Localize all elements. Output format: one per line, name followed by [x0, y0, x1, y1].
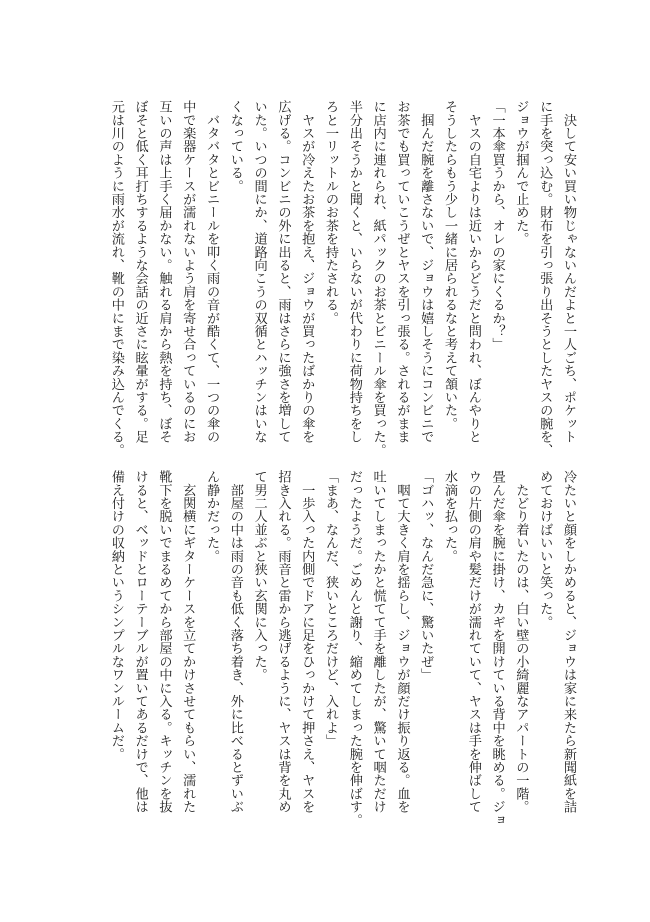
text-column: 備え付けの収納というシンプルなワンルームだ。: [108, 470, 124, 761]
text-column: 靴下を脱いでまるめてから部屋の中に入る。キッチンを抜: [156, 470, 172, 814]
text-column: 決して安い買い物じゃないんだよと一人ごち、ポケット: [561, 100, 576, 444]
text-column: 玄関横にギターケースを立てかけさせてもらい、濡れた: [180, 470, 196, 814]
text-column: 「まあ、なんだ、狭いところだけど、入れよ」: [323, 470, 339, 748]
text-column: に手を突っ込む。財布を引っ張り出そうとしたヤスの腕を、: [537, 100, 553, 457]
text-column: 吐いてしまったかと慌てて手を離したが、驚いて咽ただけ: [370, 470, 386, 814]
text-column: ジョウが掴んで止めた。: [513, 100, 529, 246]
text-column: 半分出そうかと聞くと、いらないが代わりに荷物持ちをし: [346, 100, 362, 444]
text-column: ろと一リットルのお茶を持たされる。: [323, 100, 339, 325]
text-column: くなっている。: [227, 100, 243, 193]
text-column: たどり着いたのは、白い壁の小綺麗なアパートの一階。: [513, 470, 529, 814]
text-column: て男二人並ぶと狭い玄関に入った。: [251, 470, 267, 682]
text-column: めておけばいいと笑った。: [537, 470, 553, 629]
text-column: お茶でも買っていこうぜとヤスを引っ張る。されるがまま: [394, 100, 410, 444]
text-column: 「ゴハッ、なんだ急に、驚いたぜ」: [418, 470, 434, 682]
text-column: けると、ベッドとローテーブルが置いてあるだけで、他は: [132, 470, 148, 814]
text-column: 「一本傘買うから、オレの家にくるか？」: [489, 100, 505, 351]
text-column: 水滴を払った。: [442, 470, 458, 563]
text-column: 一歩入った内側でドアに足をひっかけて押さえ、ヤスを: [299, 470, 315, 814]
text-column: 元は川のように雨水が流れ、靴の中にまで染み込んでくる。: [108, 100, 124, 457]
text-column: ウの片側の肩や髪だけが濡れていて、ヤスは手を伸ばして: [465, 470, 481, 814]
text-column: ん静かだった。: [204, 470, 220, 563]
text-column: 畳んだ傘を腕に掛け、カギを開けている背中を眺める。ジョ: [489, 470, 505, 827]
text-column: ヤスの自宅よりは近いからどうだと問われ、ぼんやりと: [465, 100, 481, 444]
lower-text-block: [90, 470, 580, 827]
text-column: 掴んだ腕を離さないで、ジョウは嬉しそうにコンビニで: [418, 100, 434, 444]
text-column: いた。いつの間にか、道路向こうの双循とハッチンはいな: [251, 100, 267, 444]
text-column: 招き入れる。雨音と雷から逃げるように、ヤスは背を丸め: [275, 470, 291, 814]
text-column: に店内に連れられ、紙パックのお茶とビニール傘を買った。: [370, 100, 386, 457]
text-column: 咽て大きく肩を揺らし、ジョウが顔だけ振り返る。血を: [394, 470, 410, 814]
text-column: 部屋の中は雨の音も低く落ち着き、外に比べるとずいぶ: [227, 470, 243, 814]
text-column: 広げる。コンビニの外に出ると、雨はさらに強さを増して: [275, 100, 291, 444]
text-column: そうしたらもう少し一緒に居られるなと考えて頷いた。: [442, 100, 458, 430]
text-column: 互いの声は上手く届かない。触れる肩から熱を持ち、ぼそ: [156, 100, 172, 444]
text-column: 冷たいと顔をしかめると、ジョウは家に来たら新聞紙を詰: [561, 470, 576, 814]
text-column: 中で楽器ケースが濡れないよう肩を寄せ合っているのにお: [180, 100, 196, 444]
upper-text-block: [90, 100, 580, 460]
text-column: ぼそと低く耳打ちするような会話の近さに眩暈がする。足: [132, 100, 148, 444]
text-column: ヤスが冷えたお茶を抱え、ジョウが買ったばかりの傘を: [299, 100, 315, 444]
text-column: バタバタとビニールを叩く雨の音が酷くて、一つの傘の: [204, 100, 220, 444]
text-column: だったようだ。ごめんと謝り、縮めてしまった腕を伸ばす。: [346, 470, 362, 827]
